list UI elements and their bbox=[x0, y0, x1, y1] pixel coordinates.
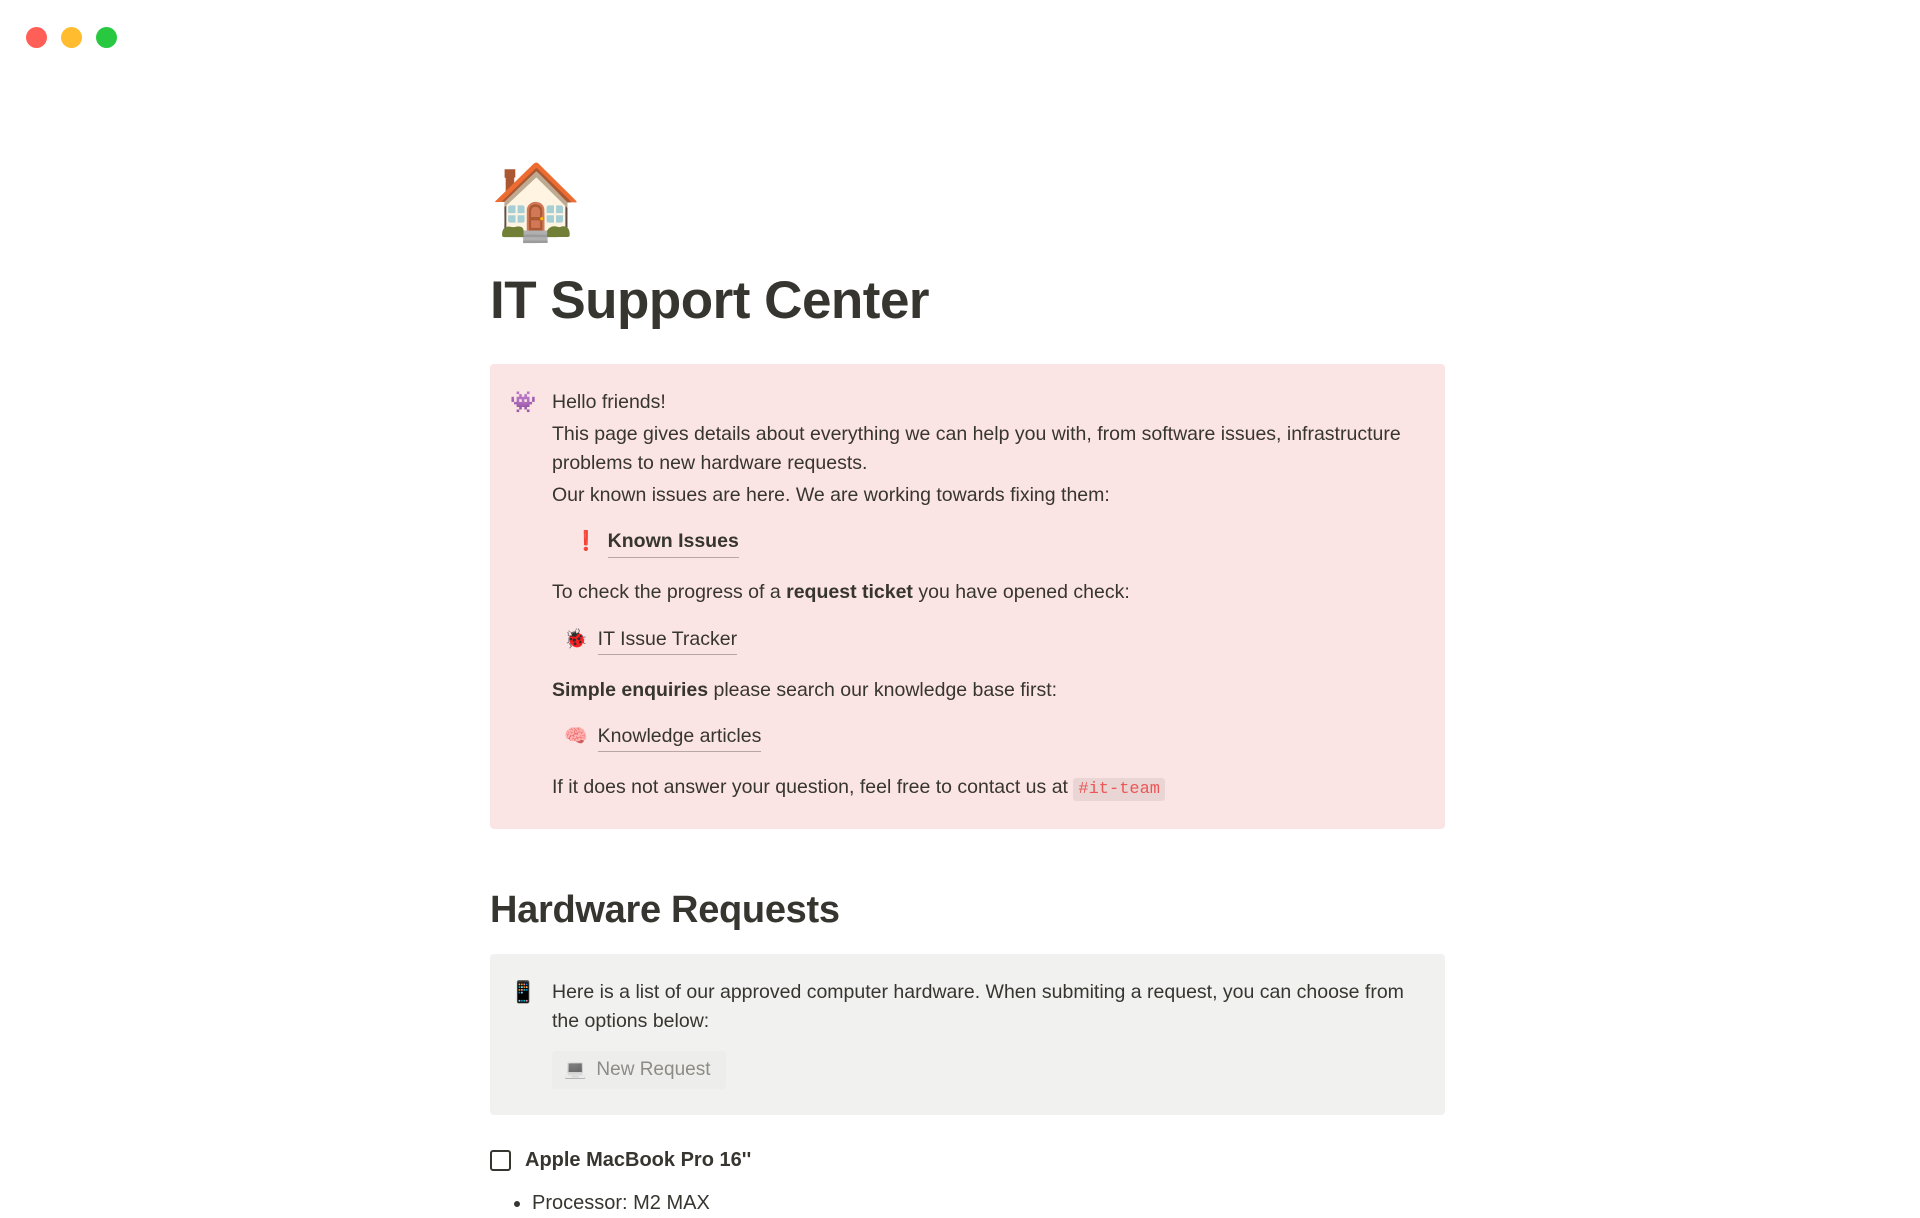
intro-callout bbox=[490, 364, 1445, 828]
bug-icon: 🐞 bbox=[564, 628, 588, 650]
known-issues-link-row[interactable] bbox=[552, 527, 1425, 558]
intro-callout-body bbox=[552, 388, 1425, 802]
list-item: • Processor: M2 MAX bbox=[532, 1188, 1445, 1218]
it-team-mention[interactable]: #it-team bbox=[1073, 778, 1165, 801]
hardware-item-specs bbox=[490, 1188, 1445, 1218]
hardware-item-label: Apple MacBook Pro 16'' bbox=[525, 1148, 752, 1171]
hardware-callout bbox=[490, 954, 1445, 1115]
contact-text-before: If it does not answer your question, feel free to contact us at bbox=[552, 775, 1074, 798]
enquiries-bold: Simple enquiries bbox=[552, 678, 709, 701]
hardware-callout-text: Here is a list of our approved computer hardware. When submiting a request, you can choose from the options below: bbox=[552, 980, 1404, 1033]
known-issues-intro: Our known issues are here. We are working towards fixing them: bbox=[552, 484, 1110, 507]
space-invader-icon: 👾 bbox=[510, 391, 537, 415]
greeting-text: Hello friends! bbox=[552, 391, 666, 414]
knowledge-articles-link[interactable]: Knowledge articles bbox=[598, 722, 762, 753]
laptop-icon: 💻 bbox=[564, 1059, 587, 1080]
brain-icon: 🧠 bbox=[564, 725, 588, 747]
knowledge-articles-link-row[interactable] bbox=[552, 722, 1425, 753]
mobile-phone-icon: 📱 bbox=[510, 980, 537, 1004]
exclamation-icon: ❗ bbox=[574, 531, 598, 553]
ticket-text-bold: request ticket bbox=[786, 581, 913, 604]
hardware-callout-body bbox=[552, 978, 1425, 1089]
it-issue-tracker-link[interactable]: IT Issue Tracker bbox=[598, 625, 737, 656]
hardware-requests-heading: Hardware Requests bbox=[490, 888, 840, 931]
contact-text bbox=[552, 773, 1425, 803]
ticket-text-before: To check the progress of a bbox=[552, 581, 787, 604]
zoom-window-button[interactable] bbox=[96, 27, 117, 48]
page-title: IT Support Center bbox=[490, 271, 930, 330]
minimize-window-button[interactable] bbox=[61, 27, 82, 48]
window-titlebar bbox=[0, 0, 1920, 74]
known-issues-link[interactable]: Known Issues bbox=[608, 527, 739, 558]
new-request-button[interactable] bbox=[552, 1051, 726, 1089]
simple-enquiries-text bbox=[552, 676, 1425, 706]
close-window-button[interactable] bbox=[26, 27, 47, 48]
page-content bbox=[490, 74, 1445, 1218]
intro-description: This page gives details about everything we can help you with, from software issues, infrastructure problems to new hardware requests. bbox=[552, 422, 1401, 475]
enquiries-rest: please search our knowledge base first: bbox=[708, 678, 1058, 701]
issue-tracker-link-row[interactable] bbox=[552, 625, 1425, 656]
new-request-button-label: New Request bbox=[596, 1058, 711, 1080]
ticket-text-after: you have opened check: bbox=[912, 581, 1130, 604]
list-item[interactable] bbox=[490, 1149, 1445, 1172]
page-icon[interactable]: 🏠 bbox=[490, 160, 583, 243]
checkbox-macbook-pro[interactable] bbox=[490, 1150, 511, 1171]
request-ticket-text bbox=[552, 578, 1425, 608]
